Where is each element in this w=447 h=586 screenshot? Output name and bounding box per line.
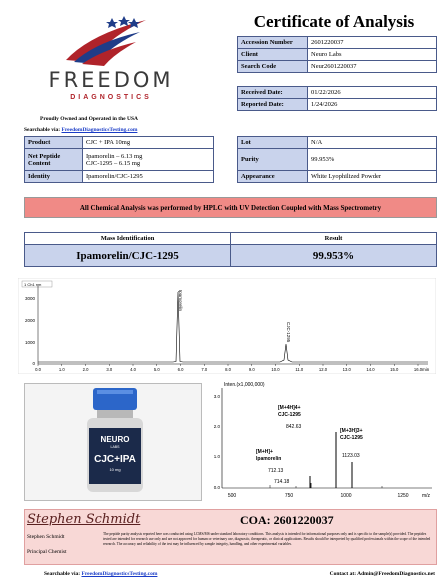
ms-ann2-ion: [M+3H]3+: [340, 428, 363, 434]
accession-label: Accession Number: [238, 37, 308, 49]
purity-label: Purity: [238, 149, 308, 171]
lot-table: [237, 136, 437, 183]
footer-contact: Contact at: Admin@FreedomDiagnostics.net: [329, 571, 435, 577]
search-code-value: Neur2601220037: [308, 61, 437, 73]
footer-search-prefix: Searchable via:: [44, 571, 81, 577]
ms-ann3-mz2: 714.18: [274, 479, 290, 485]
ms-xtick: 1250: [397, 493, 409, 499]
table-row: [238, 99, 437, 111]
signature: Stephen Schmidt: [27, 512, 141, 527]
table-row: [238, 149, 437, 171]
search-prefix: Searchable via:: [24, 127, 61, 133]
footer-search: [44, 571, 157, 577]
vial-photo: [24, 383, 202, 501]
content-line-2: CJC-1295 – 6.15 mg: [86, 159, 141, 167]
hplc-legend: 1 Ch1 nm: [24, 281, 42, 287]
ms-xtick: 1000: [340, 493, 352, 499]
hplc-peak1-label: Ipamorelin: [178, 290, 183, 312]
identity-value: Ipamorelin/CJC-1295: [83, 171, 214, 183]
search-line-top: [24, 127, 137, 133]
reported-label: Reported Date:: [238, 99, 308, 111]
hplc-ytick: 1000: [24, 340, 35, 345]
signature-section: [24, 509, 437, 565]
purity-value: 99.953%: [308, 149, 437, 171]
hplc-xtick: 13.0: [342, 367, 351, 372]
table-row: [25, 233, 437, 245]
vial-product: CJC+IPA: [94, 454, 136, 465]
product-value: CJC + IPA 10mg: [83, 137, 214, 149]
table-row: [238, 87, 437, 99]
ms-ytick: 3.0: [213, 394, 220, 399]
ms-ann2-name: CJC-1295: [340, 435, 363, 441]
signer-name: Stephen Schmidt: [27, 534, 65, 540]
content-line-1: Ipamorelin – 6.13 mg: [86, 152, 143, 160]
hplc-xunit: min: [422, 367, 430, 372]
hplc-ytick: 0: [32, 361, 35, 366]
client-label: Client: [238, 49, 308, 61]
hplc-xtick: 10.0: [271, 367, 280, 372]
table-row: [25, 171, 214, 183]
hplc-xtick: 7.0: [201, 367, 208, 372]
hplc-xtick: 1.0: [58, 367, 65, 372]
ms-ytick: 2.0: [213, 424, 220, 429]
hplc-xtick: 5.0: [153, 367, 160, 372]
results-table: [24, 232, 437, 267]
ms-ann1-name: CJC-1295: [278, 412, 301, 418]
hplc-xtick: 2.0: [82, 367, 89, 372]
vial-dose: 10 mg: [109, 467, 121, 472]
result-header: Result: [231, 233, 437, 245]
signer-role: Principal Chemist: [27, 549, 67, 555]
ms-title: Inten.(x1,000,000): [224, 382, 265, 388]
product-label: Product: [25, 137, 83, 149]
ms-ann3-mz: 712.13: [268, 468, 284, 474]
hplc-xtick: 4.0: [130, 367, 136, 372]
content-label: Net Peptide Content: [25, 149, 83, 171]
client-value: Neuro Labs: [308, 49, 437, 61]
lot-label: Lot: [238, 137, 308, 149]
accession-table: [237, 36, 437, 73]
mass-id-header: Mass Identification: [25, 233, 231, 245]
method-banner: All Chemical Analysis was performed by HPLC with UV Detection Coupled with Mass Spectrometry: [24, 197, 437, 218]
dates-table: [237, 86, 437, 111]
ms-ann2-mz: 1123.03: [342, 453, 360, 459]
lot-value: N/A: [308, 137, 437, 149]
accession-value: 2601220037: [308, 37, 437, 49]
hplc-xtick: 8.0: [225, 367, 231, 372]
received-label: Received Date:: [238, 87, 308, 99]
content-value: [83, 149, 214, 171]
flag-swoosh-icon: [60, 14, 150, 66]
ms-ytick: 0.0: [213, 485, 220, 490]
ms-xunit: m/z: [422, 493, 431, 499]
hplc-frame: [18, 278, 436, 374]
page-title: Certificate of Analysis: [253, 12, 415, 31]
mass-spectrum: [210, 380, 438, 504]
hplc-xtick: 9.0: [248, 367, 255, 372]
search-code-label: Search Code: [238, 61, 308, 73]
hplc-xtick: 14.0: [366, 367, 375, 372]
hplc-ytick: 3000: [24, 296, 35, 301]
table-row: [238, 49, 437, 61]
hplc-xtick: 15.0: [390, 367, 399, 372]
disclaimer: The peptide purity analysis reported here was conducted using LCMS/MS under standard laboratory conditions. This analysis is intended for informational purposes only and is specific to the sample(s) provided. The peptides tested are intended for research use only and are not approved for human or veterinary use, diagnostic, therapeutic, or clinical applications. Results should be interpreted by qualified professionals within the scope of the intended research. The accuracy and reliability of the test may be influenced by sample integrity, handling, and other experimental variables.: [103, 532, 431, 546]
ms-ann3-ion: [M+H]+: [256, 449, 273, 455]
vial-brand: NEURO: [100, 435, 130, 444]
brand-name: FREEDOM: [48, 68, 174, 92]
ms-ann1-ion: [M+4H]4+: [278, 405, 301, 411]
hplc-xtick: 6.0: [177, 367, 184, 372]
coa-number: COA: 2601220037: [240, 513, 334, 527]
appearance-value: White Lyophilized Powder: [308, 171, 437, 183]
hplc-xtick: 16.0: [413, 367, 423, 372]
table-row: [238, 37, 437, 49]
search-link-top[interactable]: FreedomDiagnosticsTesting.com: [61, 127, 138, 133]
table-row: [238, 61, 437, 73]
mass-id-value: Ipamorelin/CJC-1295: [25, 245, 231, 267]
owned-tagline: Proudly Owned and Operated in the USA: [40, 116, 138, 122]
identity-label: Identity: [25, 171, 83, 183]
hplc-xtick: 11.0: [295, 367, 304, 372]
reported-value: 1/24/2026: [308, 99, 437, 111]
footer-search-link[interactable]: FreedomDiagnosticsTesting.com: [81, 571, 158, 577]
brand-subtitle: DIAGNOSTICS: [70, 94, 152, 101]
table-row: [25, 137, 214, 149]
hplc-peak2-label: CJC-1295: [286, 322, 291, 343]
company-logo: [22, 14, 192, 114]
hplc-chromatogram: [18, 278, 436, 374]
ms-ann1-mz: 842.63: [286, 424, 302, 430]
product-table: [24, 136, 214, 183]
table-row: [238, 137, 437, 149]
ms-xtick: 500: [227, 493, 237, 499]
hplc-xtick: 3.0: [106, 367, 113, 372]
hplc-xtick: 12.0: [318, 367, 328, 372]
result-value: 99.953%: [231, 245, 437, 267]
ms-ytick: 1.0: [213, 454, 220, 459]
ms-xtick: 750: [284, 493, 294, 499]
received-value: 01/22/2026: [308, 87, 437, 99]
table-row: [25, 149, 214, 171]
ms-ann3-name: Ipamorelin: [256, 456, 282, 462]
table-row: [25, 245, 437, 267]
hplc-ytick: 2000: [24, 318, 35, 323]
hplc-xtick: 0.0: [35, 367, 41, 372]
vial-icon: [25, 384, 201, 500]
appearance-label: Appearance: [238, 171, 308, 183]
vial-brand2: LABS: [110, 445, 120, 449]
table-row: [238, 171, 437, 183]
